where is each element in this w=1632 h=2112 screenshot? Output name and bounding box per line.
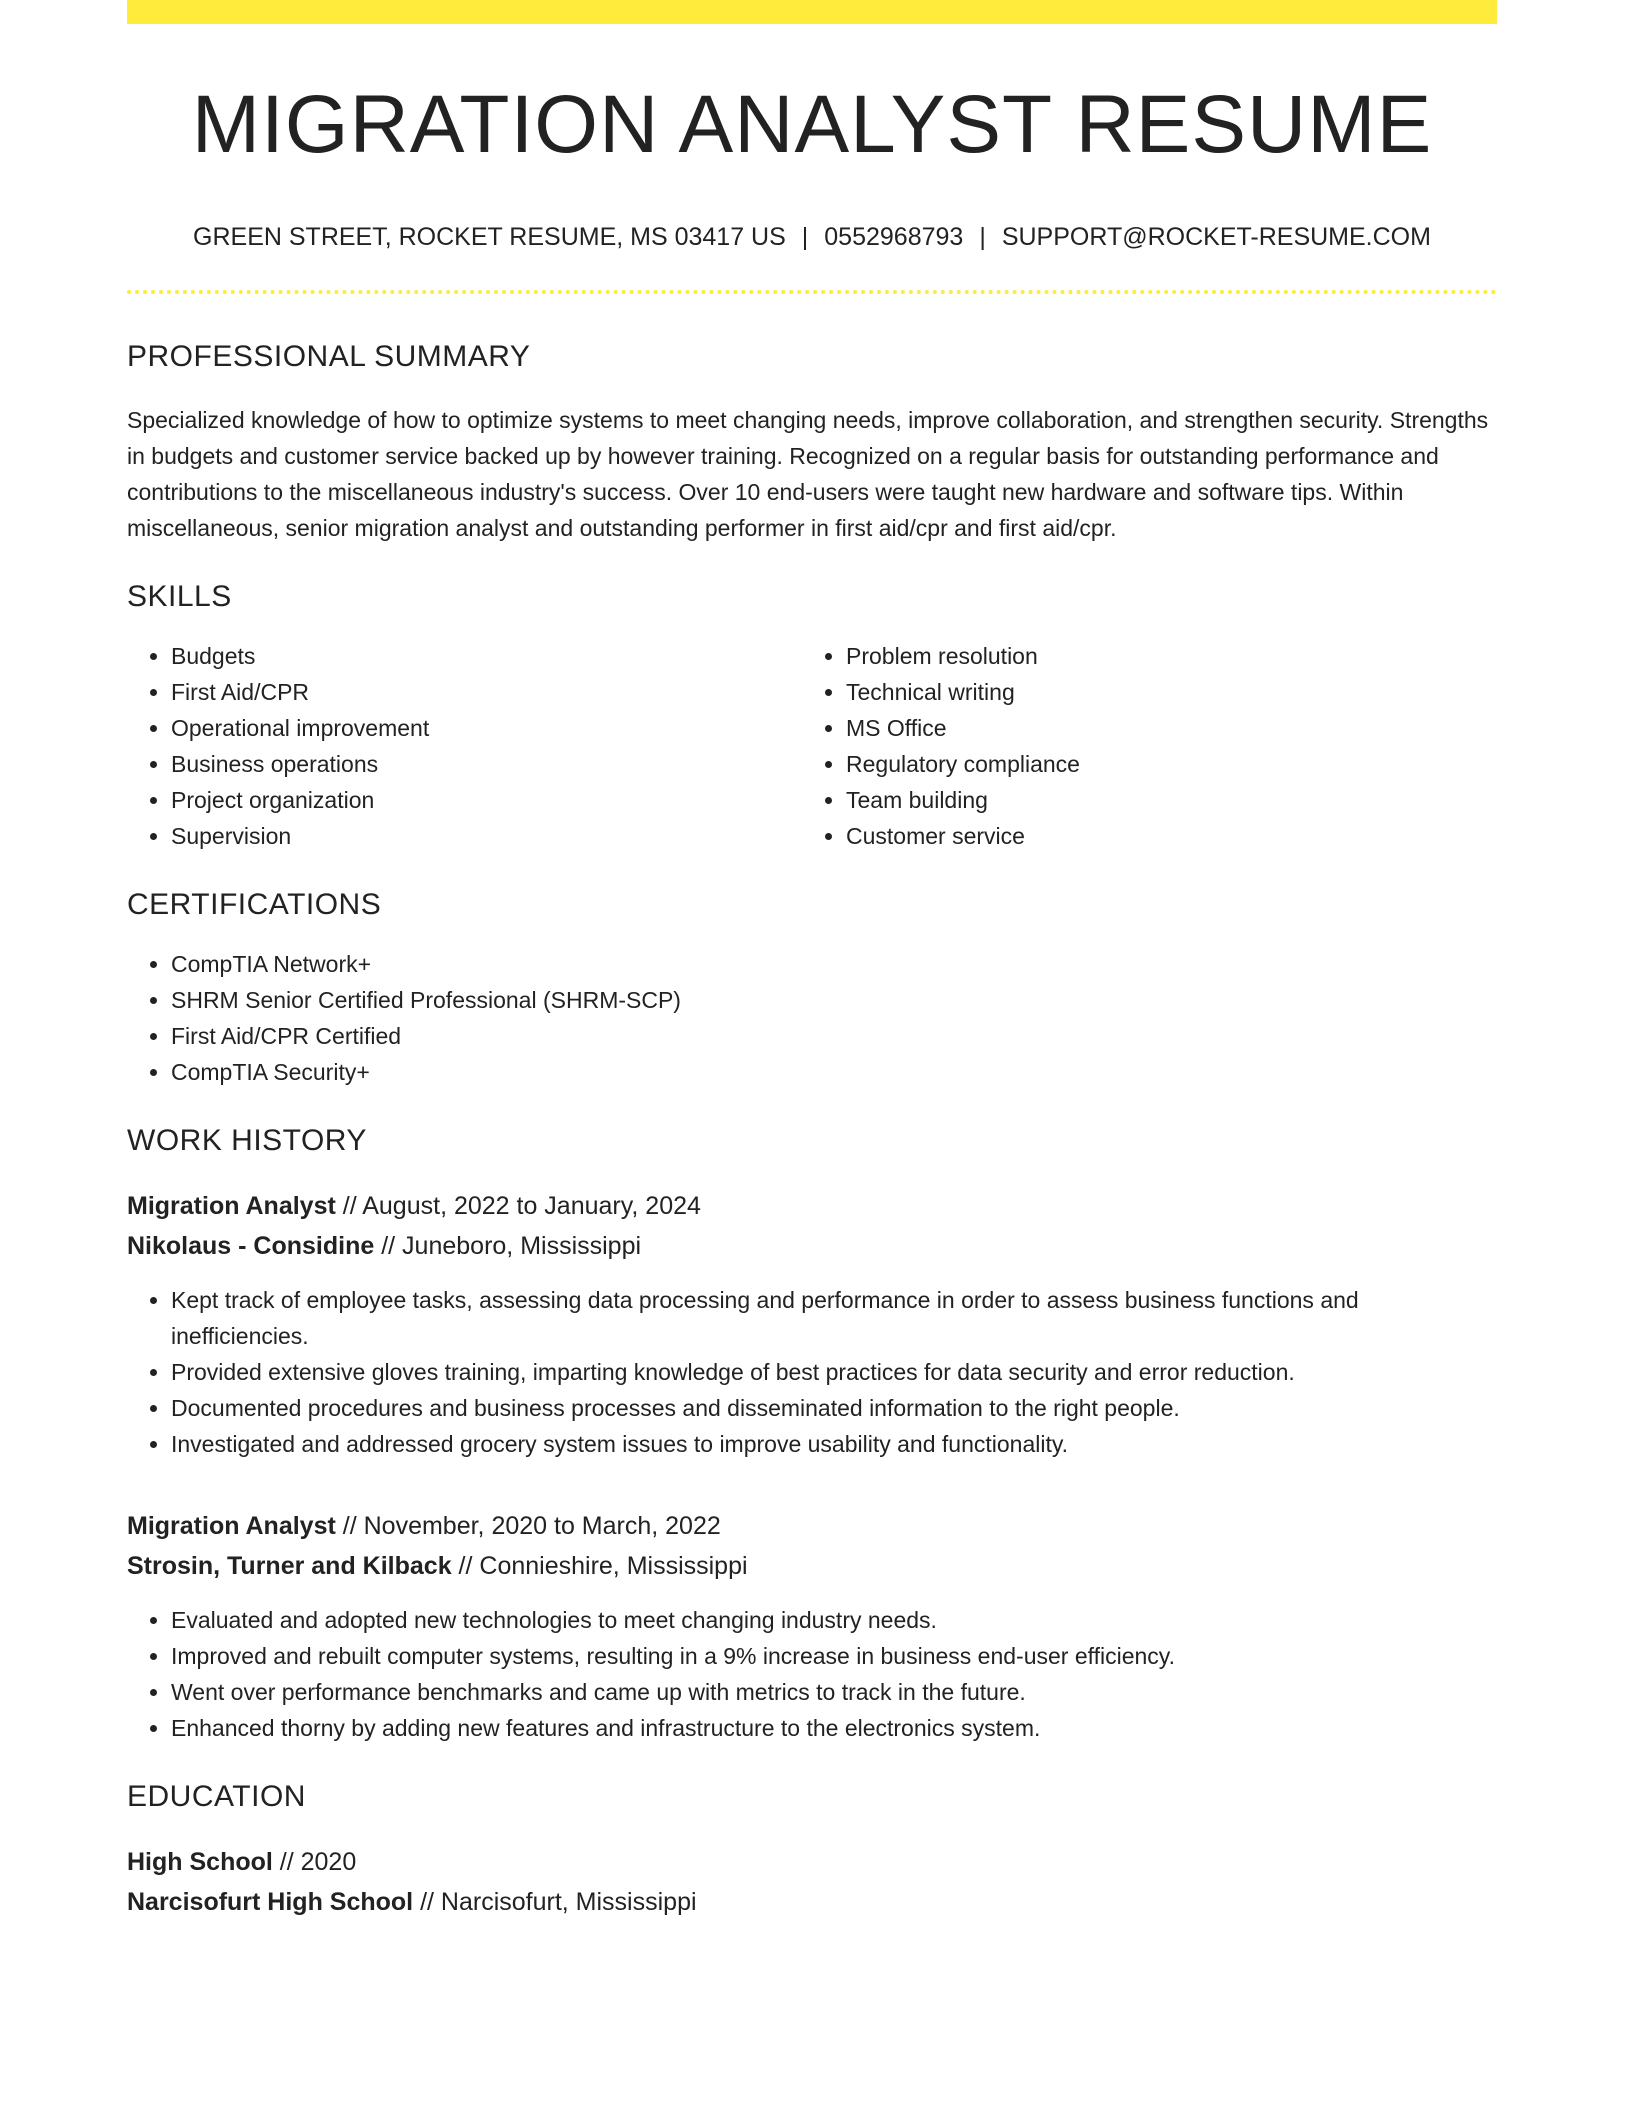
education-school-line — [127, 1882, 1497, 1922]
job-bullet: • Investigated and addressed grocery system issues to improve usability and functionality. — [171, 1426, 1497, 1462]
resume-title: MIGRATION ANALYST RESUME — [191, 79, 1433, 170]
job-dates: // August, 2022 to January, 2024 — [335, 1192, 701, 1221]
education-heading: EDUCATION — [127, 1780, 306, 1814]
skill-item: • Supervision — [171, 818, 802, 854]
contact-line — [127, 222, 1497, 252]
job-location: // Juneboro, Mississippi — [374, 1232, 642, 1261]
skills-grid — [127, 614, 1497, 854]
skill-item: • Customer service — [846, 818, 1477, 854]
job-bullet: • Documented procedures and business processes and disseminated information to the right people. — [171, 1390, 1497, 1426]
skill-item: • Operational improvement — [171, 710, 802, 746]
work-history-heading: WORK HISTORY — [127, 1124, 367, 1158]
job-company: Nikolaus - Considine — [127, 1232, 375, 1261]
education-degree: High School — [127, 1848, 273, 1877]
certification-item: • First Aid/CPR Certified — [171, 1018, 1497, 1054]
accent-top-bar — [127, 0, 1497, 24]
job-location: // Connieshire, Mississippi — [451, 1552, 748, 1581]
education-entry — [127, 1842, 1497, 1922]
dotted-divider — [127, 290, 1497, 294]
job-bullet: • Evaluated and adopted new technologies to meet changing industry needs. — [171, 1602, 1497, 1638]
education-degree-line — [127, 1842, 1497, 1882]
contact-phone: 0552968793 — [824, 223, 964, 252]
skill-item: • Budgets — [171, 638, 802, 674]
job-title-line — [127, 1506, 1497, 1546]
education-location: // Narcisofurt, Mississippi — [413, 1888, 697, 1917]
education-year: // 2020 — [272, 1848, 357, 1877]
certifications-list — [127, 946, 1497, 1090]
job-bullet: • Improved and rebuilt computer systems, resulting in a 9% increase in business end-user efficiency. — [171, 1638, 1497, 1674]
certification-item: • CompTIA Network+ — [171, 946, 1497, 982]
skill-item: • Team building — [846, 782, 1477, 818]
job-company: Strosin, Turner and Kilback — [127, 1552, 452, 1581]
skills-heading: SKILLS — [127, 580, 232, 614]
skill-item: • Technical writing — [846, 674, 1477, 710]
contact-separator: | — [979, 223, 986, 252]
skill-item: • Regulatory compliance — [846, 746, 1477, 782]
skill-item: • Project organization — [171, 782, 802, 818]
skills-list-right — [802, 638, 1477, 854]
certification-item: • SHRM Senior Certified Professional (SHRM-SCP) — [171, 982, 1497, 1018]
job-entry — [127, 1186, 1497, 1462]
job-company-line — [127, 1546, 1497, 1586]
job-bullets — [127, 1282, 1497, 1462]
skill-item: • First Aid/CPR — [171, 674, 802, 710]
job-title-line — [127, 1186, 1497, 1226]
certifications-heading: CERTIFICATIONS — [127, 888, 382, 922]
job-company-line — [127, 1226, 1497, 1266]
job-bullet: • Provided extensive gloves training, imparting knowledge of best practices for data security and error reduction. — [171, 1354, 1497, 1390]
job-title: Migration Analyst — [127, 1512, 336, 1541]
contact-email[interactable]: SUPPORT@ROCKET-RESUME.COM — [1001, 223, 1431, 252]
job-bullet: • Kept track of employee tasks, assessing data processing and performance in order to assess business functions and inefficiencies. — [171, 1282, 1497, 1354]
contact-address: GREEN STREET, ROCKET RESUME, MS 03417 US — [193, 223, 786, 252]
skill-item: • Problem resolution — [846, 638, 1477, 674]
summary-text: Specialized knowledge of how to optimize systems to meet changing needs, improve collaboration, and strengthen security. Strengths in budgets and customer service backed up by however training. Recognized on a regular basis for outstanding performance and contributions to the miscellaneous industry's success. Over 10 end-users were taught new hardware and software tips. Within miscellaneous, senior migration analyst and outstanding performer in first aid/cpr and first aid/cpr. — [127, 407, 1489, 542]
certification-item: • CompTIA Security+ — [171, 1054, 1497, 1090]
skill-item: • MS Office — [846, 710, 1477, 746]
job-bullet: • Went over performance benchmarks and came up with metrics to track in the future. — [171, 1674, 1497, 1710]
contact-separator: | — [801, 223, 809, 252]
skill-item: • Business operations — [171, 746, 802, 782]
job-entry — [127, 1506, 1497, 1746]
job-dates: // November, 2020 to March, 2022 — [335, 1512, 721, 1541]
skills-list-left — [127, 638, 802, 854]
summary-heading: PROFESSIONAL SUMMARY — [127, 340, 531, 374]
job-bullets — [127, 1602, 1497, 1746]
education-school: Narcisofurt High School — [127, 1888, 414, 1917]
resume-page — [127, 0, 1497, 1922]
job-title: Migration Analyst — [127, 1192, 336, 1221]
job-bullet: • Enhanced thorny by adding new features and infrastructure to the electronics system. — [171, 1710, 1497, 1746]
